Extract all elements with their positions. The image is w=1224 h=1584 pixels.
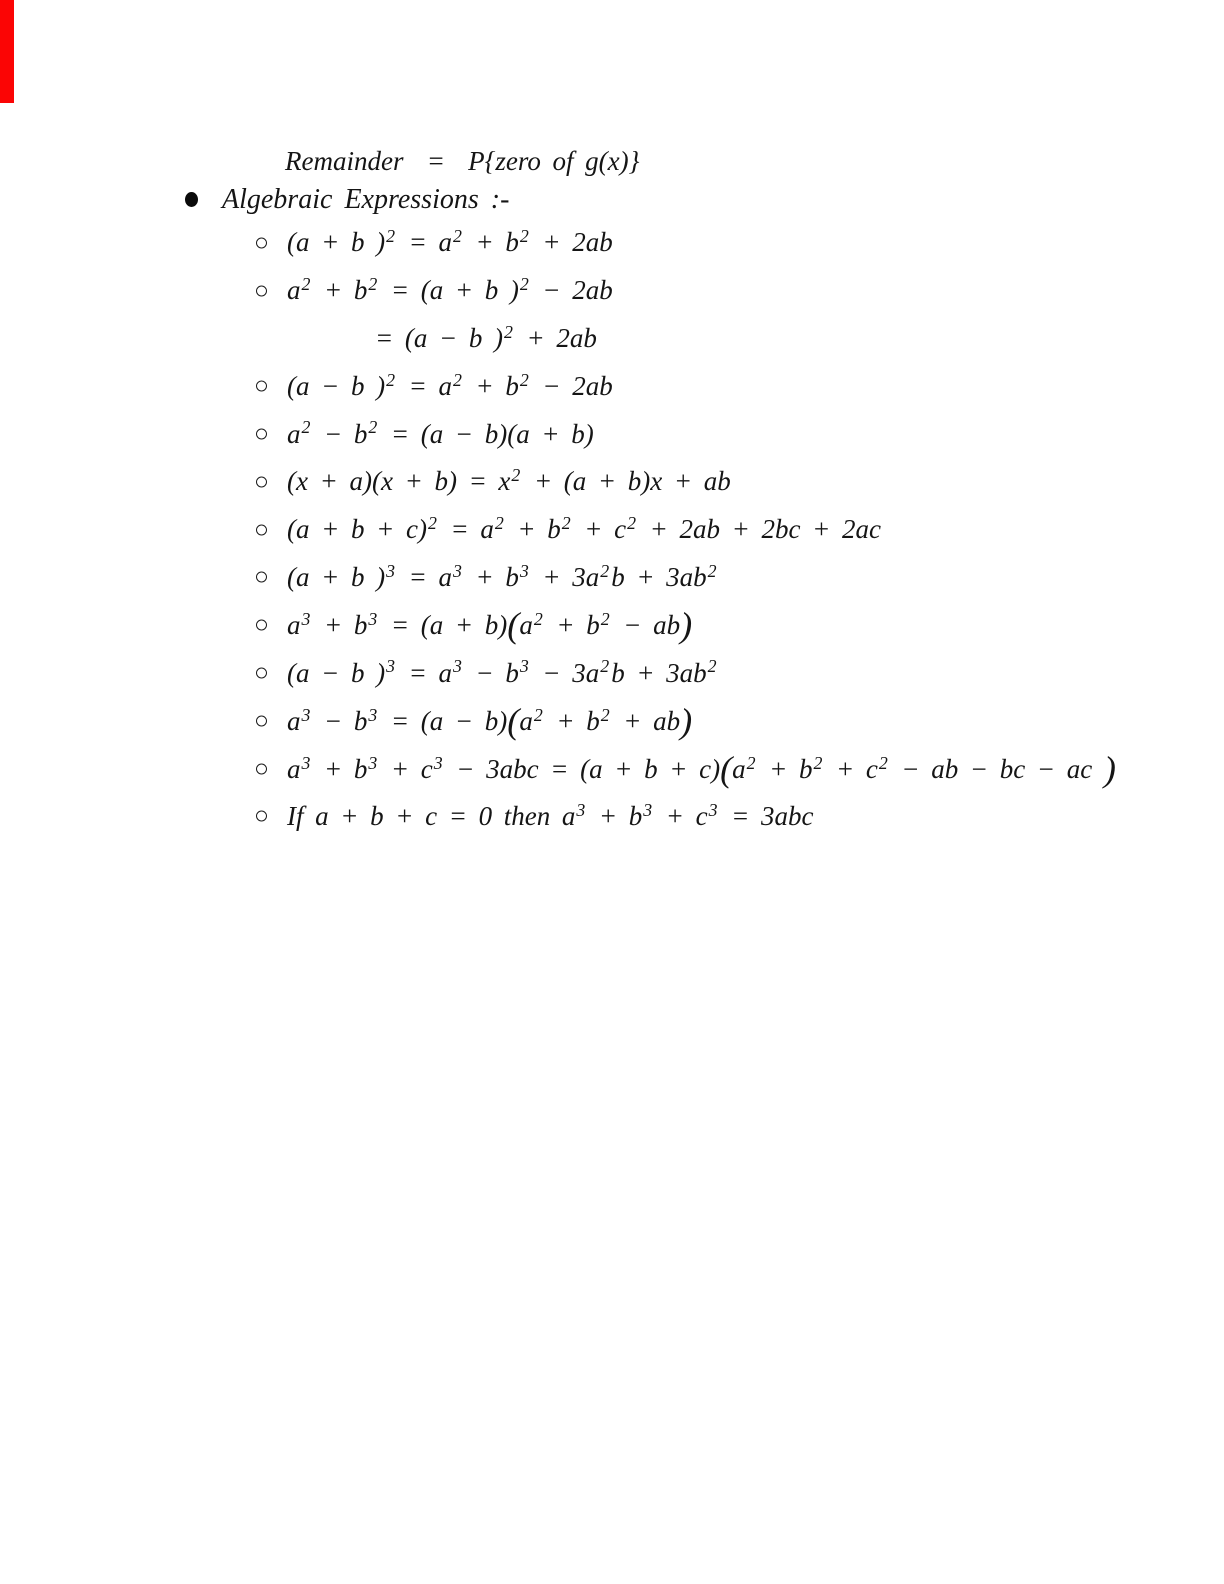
formula-text: (a + b )$^2 = a^2 + b^2 + 2ab$ xyxy=(287,226,613,258)
formula-text: $(x + a)(x + b) = x^2 + (a + b)x$ + ab xyxy=(287,465,731,497)
circle-bullet-icon xyxy=(256,811,267,822)
formula-text: (a + b )$^3 = a^3 + b^3 + 3a^2b + 3ab^2$ xyxy=(287,560,717,592)
formula-text: If a + b + c = 0 then $a^3 + b^3 + c^3 = 3abc$ xyxy=(287,799,814,831)
circle-bullet-icon xyxy=(256,524,267,535)
formula-text: $a^3 - b^3 = (a - b)(a^2 + b^2 + ab)$ xyxy=(287,700,693,741)
formula-row xyxy=(0,697,1224,745)
formula-row xyxy=(0,601,1224,649)
circle-bullet-icon xyxy=(256,429,267,440)
formula-row xyxy=(0,745,1224,793)
circle-bullet-icon xyxy=(256,763,267,774)
formula-list xyxy=(0,219,1224,840)
formula-text: $a^3 + b^3 = (a + b)(a^2 + b^2 - ab)$ xyxy=(287,605,693,646)
formula-row xyxy=(0,793,1224,841)
formula-text: $a^3 + b^3 + c^3 - 3abc = (a + b + c)(a^2 + b^2 + c^2$ − ab − bc − ac ) xyxy=(287,748,1116,789)
section-label: Algebraic Expressions :- xyxy=(222,183,510,215)
formula-text: (a − b )$^2 = a^2 + b^2 - 2ab$ xyxy=(287,369,613,401)
formula-row xyxy=(0,649,1224,697)
formula-row xyxy=(0,410,1224,458)
formula-text: (a − b )$^3 = a^3 - b^3 - 3a^2b + 3ab^2$ xyxy=(287,656,717,688)
formula-row xyxy=(0,458,1224,506)
formula-row xyxy=(0,219,1224,267)
circle-bullet-icon xyxy=(256,381,267,392)
circle-bullet-icon xyxy=(256,237,267,248)
circle-bullet-icon xyxy=(256,572,267,583)
circle-bullet-icon xyxy=(256,715,267,726)
formula-row xyxy=(0,506,1224,554)
circle-bullet-icon xyxy=(256,285,267,296)
formula-text: = (a − b )$^2$ + 2ab xyxy=(375,321,597,353)
formula-row xyxy=(0,315,1224,363)
formula-row xyxy=(0,362,1224,410)
formula-text: $(a + b + c)^2 = a^2 + b^2 + c^2 + 2ab + 2bc + 2ac$ xyxy=(287,512,881,545)
circle-bullet-icon xyxy=(256,620,267,631)
formula-row xyxy=(0,267,1224,315)
formula-remainder: Remainder = P{zero of g(x)} xyxy=(285,146,640,176)
bullet-dot-icon xyxy=(185,192,198,207)
formula-text: $a^2 + b^2 = (a + b$ )$^2$ − 2ab xyxy=(287,273,613,306)
red-edge-mark xyxy=(0,0,14,103)
formula-row xyxy=(0,554,1224,602)
formula-text: $a^2 - b^2 = (a - b)(a + b)$ xyxy=(287,417,594,449)
circle-bullet-icon xyxy=(256,476,267,487)
circle-bullet-icon xyxy=(256,668,267,679)
